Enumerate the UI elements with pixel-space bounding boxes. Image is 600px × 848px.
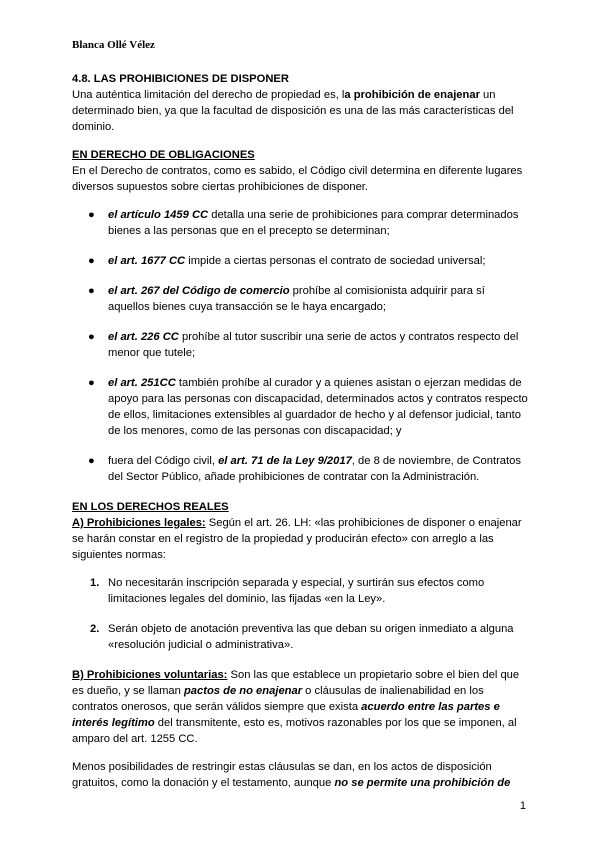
bullet-icon: ● bbox=[88, 285, 95, 297]
voluntarias-paragraph: B) Prohibiciones voluntarias: Son las que establece un propietario sobre el bien del que es dueño, y se llaman pactos de no enajenar o cláusulas de inalienabilidad en los contratos onerosos, que serán válidos siempre que exista acuerdo entre las partes e interés legítimo del transmitente, esto es, motivos razonables por los que se imponen, al amparo del art. 1255 CC. bbox=[72, 669, 520, 745]
legales-paragraph: A) Prohibiciones legales: Según el art. 26. LH: «las prohibiciones de disponer o enajenar se harán constar en el registro de la propiedad y producirán efecto» con arreglo a las siguientes normas: bbox=[72, 517, 522, 561]
bullet-icon: ● bbox=[88, 455, 95, 467]
document-body bbox=[72, 71, 528, 791]
obligaciones-list bbox=[72, 207, 528, 485]
intro-paragraph: Una auténtica limitación del derecho de propiedad es, la prohibición de enajenar un determinado bien, ya que la facultad de disposición es una de las más características del dominio. bbox=[72, 89, 514, 133]
gratuitos-paragraph: Menos posibilidades de restringir estas cláusulas se dan, en los actos de disposición gratuitos, como la donación y el testamento, aunque no se permite una prohibición de bbox=[72, 761, 511, 789]
bullet-icon: ● bbox=[88, 331, 95, 343]
voluntarias-label: B) Prohibiciones voluntarias: bbox=[72, 669, 228, 681]
list-item: 1. No necesitarán inscripción separada y especial, y surtirán sus efectos como limitaciones legales del dominio, las fijadas «en la Ley». bbox=[90, 577, 485, 605]
emphasis: a prohibición de enajenar bbox=[344, 89, 480, 101]
list-item: ● fuera del Código civil, el art. 71 de la Ley 9/2017, de 8 de noviembre, de Contratos del Sector Público, añade prohibiciones de contratar con la Administración. bbox=[88, 455, 521, 483]
list-item: ● el art. 1677 CC impide a ciertas personas el contrato de sociedad universal; bbox=[88, 255, 486, 267]
list-item: ● el art. 251CC también prohíbe al curador y a quienes asistan o ejerzan medidas de apoyo para las personas con discapacidad, determinados actos y contratos respecto de ellos, limitaciones extensibles al guardador de hecho y al defensor judicial, tanto de los menores, como de las personas con discapacidad; y bbox=[88, 377, 528, 437]
author-header: Blanca Ollé Vélez bbox=[72, 39, 155, 51]
bullet-icon: ● bbox=[88, 377, 95, 389]
reales-heading: EN LOS DERECHOS REALES bbox=[72, 501, 229, 513]
list-item: 2. Serán objeto de anotación preventiva las que deban su origen inmediato a alguna «resolución judicial o administrativa». bbox=[90, 623, 514, 651]
obligaciones-heading: EN DERECHO DE OBLIGACIONES bbox=[72, 149, 255, 161]
normas-list bbox=[72, 575, 528, 653]
bullet-icon: ● bbox=[88, 209, 95, 221]
bullet-icon: ● bbox=[88, 255, 95, 267]
page-number: 1 bbox=[519, 800, 526, 812]
section-title: 4.8. LAS PROHIBICIONES DE DISPONER bbox=[72, 73, 289, 85]
list-item: ● el art. 226 CC prohíbe al tutor suscribir una serie de actos y contratos respecto del menor que tutele; bbox=[88, 331, 519, 359]
list-item: ● el artículo 1459 CC detalla una serie de prohibiciones para comprar determinados bienes a las personas que en el precepto se determinan; bbox=[88, 209, 519, 237]
list-item: ● el art. 267 del Código de comercio prohíbe al comisionista adquirir para sí aquellos bienes cuya transacción se le haya encargado; bbox=[88, 285, 485, 313]
obligaciones-intro: En el Derecho de contratos, como es sabido, el Código civil determina en diferente lugares diversos supuestos sobre ciertas prohibiciones de disponer. bbox=[72, 165, 523, 193]
legales-label: A) Prohibiciones legales: bbox=[72, 517, 206, 529]
